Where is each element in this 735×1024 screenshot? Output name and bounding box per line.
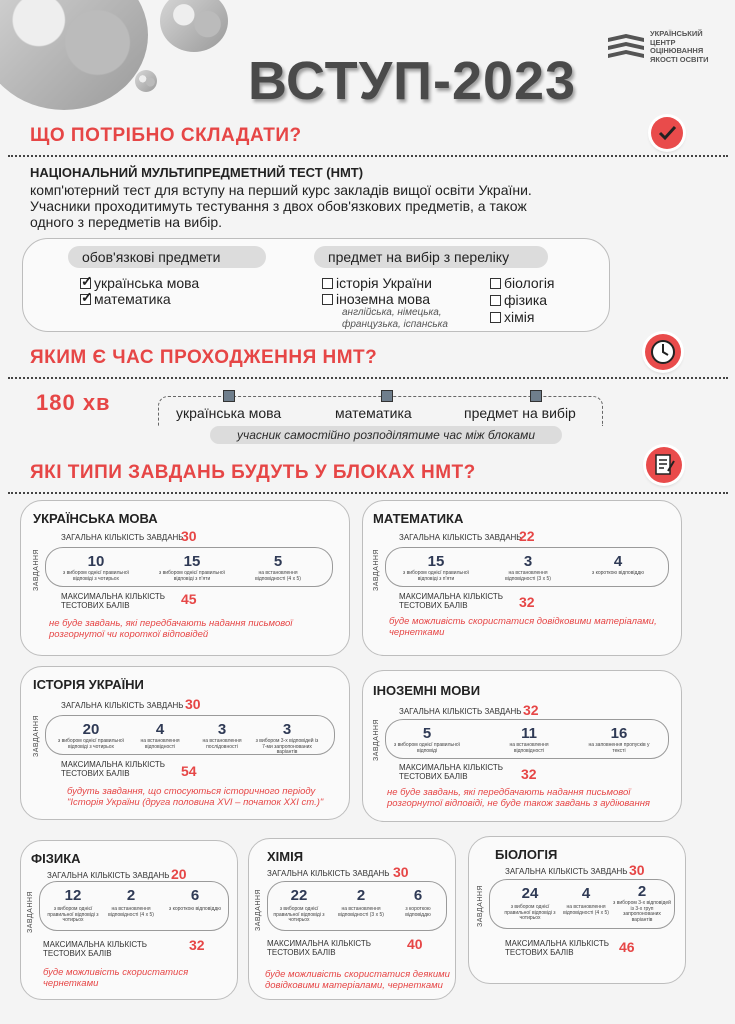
elective-item: хімія: [490, 309, 534, 325]
card-title: ІНОЗЕМНІ МОВИ: [373, 683, 481, 698]
task-count: 4: [581, 885, 591, 902]
max-label: МАКСИМАЛЬНА КІЛЬКІСТЬ ТЕСТОВИХ БАЛІВ: [61, 760, 166, 778]
task-count: 20: [82, 721, 100, 738]
max-value: 46: [619, 939, 635, 955]
logo-mark-icon: [606, 32, 646, 66]
task-desc: з вибором 3-х відповідей із 3-х груп запропонованих варіантів: [613, 900, 671, 923]
logo-line: ЦЕНТР: [650, 37, 676, 47]
total-value: 30: [393, 864, 409, 880]
clock-icon: [645, 334, 681, 370]
task-count: 4: [613, 553, 623, 570]
task-count: 3: [217, 721, 227, 738]
mandatory-item: ✓українська мова: [80, 275, 199, 291]
timeline-block-label: українська мова: [176, 405, 282, 421]
total-value: 32: [523, 702, 539, 718]
timeline-block-label: математика: [335, 405, 412, 421]
logo-line: ЯКОСТІ ОСВІТИ: [650, 54, 709, 64]
duration-value: 180 хв: [36, 390, 111, 415]
max-label: МАКСИМАЛЬНА КІЛЬКІСТЬ ТЕСТОВИХ БАЛІВ: [267, 939, 372, 957]
checkbox-checked-icon: [80, 278, 91, 289]
header-photo-small: [135, 70, 157, 92]
task-desc: з вибором 3-х відповідей із 7-ми запропонованих варіантів: [255, 738, 319, 755]
card-note: не буде завдань, які передбачають надання письмової розгорнутої відповіді, не буде також завдань з аудіювання: [387, 787, 650, 809]
task-count: 4: [155, 721, 165, 738]
nmt-heading: НАЦІОНАЛЬНИЙ МУЛЬТИПРЕДМЕТНИЙ ТЕСТ (НМТ): [30, 165, 364, 180]
elective-item: фізика: [490, 292, 547, 308]
task-count: 15: [427, 553, 445, 570]
header-photo-lab: [160, 0, 228, 52]
card-foreign-languages: [362, 670, 682, 822]
card-note: буде можливість скористатися довідковими матеріалами, чернетками: [389, 616, 657, 638]
card-title: МАТЕМАТИКА: [373, 511, 464, 526]
card-chemistry: [248, 838, 456, 1000]
checkbox-icon: [322, 278, 333, 289]
tasks-vertical-label: ЗАВДАННЯ: [373, 549, 380, 591]
timeline-marker: [530, 390, 542, 402]
task-count: 6: [190, 887, 200, 904]
elective-item: іноземна мова: [322, 291, 430, 307]
mandatory-item: ✓математика: [80, 291, 171, 307]
task-desc: з короткою відповіддю: [405, 906, 431, 918]
language-note: французька, іспанська: [342, 319, 448, 330]
checkbox-icon: [322, 294, 333, 305]
nmt-description-line: комп'ютерний тест для вступу на перший курс закладів вищої освіти України.: [30, 182, 532, 198]
max-value: 32: [521, 766, 537, 782]
card-history: [20, 666, 350, 820]
task-desc: на встановлення послідовності: [202, 738, 242, 750]
card-biology: [468, 836, 686, 984]
total-label: ЗАГАЛЬНА КІЛЬКІСТЬ ЗАВДАНЬ: [267, 869, 390, 878]
timeline-block-label: предмет на вибір: [464, 405, 576, 421]
max-label: МАКСИМАЛЬНА КІЛЬКІСТЬ ТЕСТОВИХ БАЛІВ: [505, 939, 610, 957]
total-label: ЗАГАЛЬНА КІЛЬКІСТЬ ЗАВДАНЬ: [61, 701, 184, 710]
page-title: ВСТУП-2023: [248, 51, 577, 111]
task-count: 16: [610, 725, 628, 742]
total-value: 20: [171, 866, 187, 882]
logo-line: УКРАЇНСЬКИЙ: [650, 29, 703, 38]
max-label: МАКСИМАЛЬНА КІЛЬКІСТЬ ТЕСТОВИХ БАЛІВ: [61, 592, 166, 610]
task-count: 3: [282, 721, 292, 738]
task-count: 3: [523, 553, 533, 570]
total-value: 30: [181, 528, 197, 544]
task-count: 24: [521, 885, 539, 902]
tasks-vertical-label: ЗАВДАННЯ: [373, 719, 380, 761]
max-value: 32: [189, 937, 205, 953]
task-desc: з вибором однієї правильної відповіді з п'яти: [158, 570, 226, 582]
task-count: 22: [290, 887, 308, 904]
task-count: 15: [183, 553, 201, 570]
card-title: ІСТОРІЯ УКРАЇНИ: [33, 677, 144, 692]
max-label: МАКСИМАЛЬНА КІЛЬКІСТЬ ТЕСТОВИХ БАЛІВ: [399, 592, 504, 610]
task-desc: з вибором однієї правильної відповіді з п'яти: [402, 570, 470, 582]
card-physics: [20, 840, 238, 1000]
card-ukrainian: [20, 500, 350, 656]
task-desc: на встановлення відповідності (3 х 5): [505, 570, 551, 582]
total-label: ЗАГАЛЬНА КІЛЬКІСТЬ ЗАВДАНЬ: [399, 533, 522, 542]
task-desc: на встановлення відповідності (4 х 5): [563, 904, 609, 916]
nmt-description-line: одного з передметів на вибір.: [30, 214, 223, 230]
tasks-vertical-label: ЗАВДАННЯ: [33, 715, 40, 757]
section-title-time: ЯКИМ Є ЧАС ПРОХОДЖЕННЯ НМТ?: [30, 347, 378, 368]
elective-header: предмет на вибір з переліку: [314, 246, 548, 268]
timeline-marker: [381, 390, 393, 402]
task-desc: з вибором однієї правильної відповіді з чотирьох: [273, 906, 325, 923]
card-title: УКРАЇНСЬКА МОВА: [33, 511, 158, 526]
task-desc: з вибором однієї правильної відповіді з чотирьох: [62, 570, 130, 582]
ucoyo-logo: [606, 30, 726, 70]
task-desc: з вибором однієї правильної відповіді з чотирьох: [47, 906, 99, 923]
task-count: 5: [422, 725, 432, 742]
section-title-tasks: ЯКІ ТИПИ ЗАВДАНЬ БУДУТЬ У БЛОКАХ НМТ?: [30, 462, 476, 483]
task-desc: з вибором однієї правильної відповіді: [393, 742, 461, 754]
task-count: 11: [521, 725, 537, 742]
section-title-what: ЩО ПОТРІБНО СКЛАДАТИ?: [30, 125, 302, 146]
elective-item: історія України: [322, 275, 432, 291]
max-label: МАКСИМАЛЬНА КІЛЬКІСТЬ ТЕСТОВИХ БАЛІВ: [399, 763, 504, 781]
checkbox-icon: [490, 312, 501, 323]
total-value: 22: [519, 528, 535, 544]
test-sheet-icon: [646, 447, 682, 483]
logo-line: ОЦІНЮВАННЯ: [650, 46, 704, 55]
task-desc: на встановлення відповідності (3 х 5): [338, 906, 384, 918]
max-value: 40: [407, 936, 423, 952]
total-label: ЗАГАЛЬНА КІЛЬКІСТЬ ЗАВДАНЬ: [61, 533, 184, 542]
task-count: 5: [273, 553, 283, 570]
card-title: ФІЗИКА: [31, 851, 81, 866]
checkbox-icon: [490, 278, 501, 289]
checkbox-checked-icon: [80, 294, 91, 305]
task-desc: з короткою відповіддю: [591, 570, 645, 576]
task-desc: з вибором однієї правильної відповіді з чотирьох: [57, 738, 125, 750]
total-label: ЗАГАЛЬНА КІЛЬКІСТЬ ЗАВДАНЬ: [505, 867, 628, 876]
total-value: 30: [185, 696, 201, 712]
timeline-marker: [223, 390, 235, 402]
task-count: 6: [413, 887, 423, 904]
language-note: англійська, німецька,: [342, 307, 442, 318]
task-count: 2: [126, 887, 136, 904]
checkbox-icon: [490, 295, 501, 306]
card-note: не буде завдань, які передбачають надання письмової розгорнутої чи короткої відповідей: [49, 618, 293, 640]
task-desc: на заповнення пропусків у тексті: [588, 742, 650, 754]
task-desc: з вибором однієї правильної відповіді з чотирьох: [504, 904, 556, 921]
time-note: учасник самостійно розподілятиме час між блоками: [210, 426, 562, 444]
header-photo-students: [0, 0, 148, 110]
mandatory-header: обов'язкові предмети: [68, 246, 266, 268]
task-count: 2: [356, 887, 366, 904]
tasks-vertical-label: ЗАВДАННЯ: [477, 885, 484, 927]
tasks-vertical-label: ЗАВДАННЯ: [255, 889, 262, 931]
max-value: 32: [519, 594, 535, 610]
tasks-vertical-label: ЗАВДАННЯ: [33, 549, 40, 591]
task-count: 12: [64, 887, 82, 904]
max-value: 54: [181, 763, 197, 779]
card-note: буде можливість скористатися деякими довідковими матеріалами, чернетками: [265, 969, 450, 991]
task-desc: на встановлення відповідності (4 х 5): [255, 570, 301, 582]
task-desc: на встановлення відповідності: [509, 742, 549, 754]
card-title: БІОЛОГІЯ: [495, 847, 558, 862]
card-math: [362, 500, 682, 656]
checkmark-icon: [651, 117, 683, 149]
section-divider: [8, 492, 728, 494]
card-note: буде можливість скористатися чернетками: [43, 967, 189, 989]
section-divider: [8, 377, 728, 379]
max-value: 45: [181, 591, 197, 607]
card-note: будуть завдання, що стосуються історичного періоду "Історія України (друга половина XVI – початок XXI ст.)": [67, 786, 324, 808]
task-desc: з короткою відповіддю: [168, 906, 222, 912]
max-label: МАКСИМАЛЬНА КІЛЬКІСТЬ ТЕСТОВИХ БАЛІВ: [43, 940, 148, 958]
task-desc: на встановлення відповідності (4 х 5): [108, 906, 154, 918]
card-title: ХІМІЯ: [267, 849, 304, 864]
task-count: 2: [637, 883, 647, 900]
total-label: ЗАГАЛЬНА КІЛЬКІСТЬ ЗАВДАНЬ: [399, 707, 522, 716]
task-desc: на встановлення відповідності: [140, 738, 180, 750]
elective-item: біологія: [490, 275, 555, 291]
total-label: ЗАГАЛЬНА КІЛЬКІСТЬ ЗАВДАНЬ: [47, 871, 170, 880]
task-count: 10: [87, 553, 105, 570]
nmt-description-line: Учасники проходитимуть тестування з двох обов'язкових предметів, а також: [30, 198, 527, 214]
total-value: 30: [629, 862, 645, 878]
tasks-vertical-label: ЗАВДАННЯ: [27, 891, 34, 933]
section-divider: [8, 155, 728, 157]
